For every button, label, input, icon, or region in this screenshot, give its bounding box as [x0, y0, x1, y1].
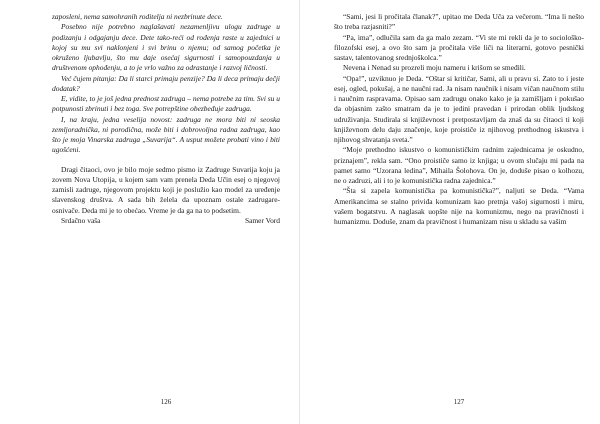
letter-paragraph: Dragi čitaoci, ovo je bilo moje sedmo pismo iz Zadruge Suvarija koju ja zovem Nova Utopija, u kojem sam vam prenela Deda Učin esej o njegovoj zamisli zadruge, njegovom projektu koji je poslužio kao model za uređenje slavenskog društva. A sada bih želela da upoznam ostale zadrugare-osnivače. Deda mi je to obećao. Vreme je da ga na to podsetim. [52, 164, 280, 215]
dialogue-paragraph-5: “Moje prethodno iskustvo o komunističkim radnim zajednicama je oskudno, priznajem”, rekla sam. “Ono proističe samo iz knjiga; u ovom slučaju mi pada na pamet samo “Uzorana ledina”, Mihaila Šolohova. On je, doduše pisao o kolhozu, ne o zadruzi, ali i to je komunistička radna zajednica.” [334, 145, 584, 185]
right-page [300, 0, 600, 424]
dialogue-paragraph-6: “Šta si zapela komunistička pa komunistička?”, naljuti se Deda. “Vama Amerikancima se stalno priviđa komunizam kao pretnja vašoj sigurnosti i miru, vašem bogatstvu. A naglasak uopšte nije na komunizmu, nego na pravičnosti i humanizmu. Doduše, znam da pravičnost i humanizam nisu u skladu sa vašim [334, 186, 584, 226]
italic-paragraph-5: I, na kraju, jedna veselija novost: zadruga ne mora biti ni seoska zemljoradnička, ni porodična, može biti i dobrovoljna radna zadruga, kao što je moja Vinarska zadruga „Suvarija“. A usput možete probati vino i biti ugošćeni. [52, 114, 280, 155]
italic-paragraph-3: Već čujem pitanja: Da li starci primaju penzije? Da li deca primaju dečji dodatak? [52, 73, 280, 93]
dialogue-paragraph-3: Nevena i Nenad su prozreli moju nameru i krišom se smeđili. [343, 63, 526, 73]
italic-paragraph-1: zaposleni, nema samohranih roditelja ni nezbrinute dece. [52, 12, 223, 21]
page-number-left: 126 [160, 398, 172, 406]
signature-name: Samer Vord [244, 215, 280, 225]
closing-text: Srdačno vaša [61, 215, 101, 225]
page-number-right: 127 [453, 398, 465, 406]
dialogue-paragraph-1: “Sami, jesi li pročitala članak?”, upitao me Deda Uča za večerom. “Ima li nešto što treba razjasniti?” [334, 12, 584, 32]
italic-paragraph-2: Posebno nije potrebno naglašavati nezamenljivu ulogu zadruge u podizanju i odgajanju dece. Dete tako-reći od rođenja raste u zajednici u kojoj su mu svi naklonjeni i svi brinu o njemu; od samog početka je okruženo ljubavlju, što mu daje osećaj sigurnosti i samopouzdanja u društvenom ophođenju, a to je vrlo važno za odrastanje i razvoj ličnosti. [52, 22, 280, 73]
italic-paragraph-4: E, vidite, to je još jedna prednost zadruga – nema potrebe za tim. Svi su u potpunosti zbrinuti i bez toga. Sve potrepštine obezbeđuje zadruga. [52, 94, 280, 114]
signature-line [52, 216, 280, 226]
dialogue-paragraph-2: “Pa, ima”, odlučila sam da ga malo zezam. “Vi ste mi rekli da je to sociološko-filozofski esej, a ovo što sam ja pročitala više liči na literarni, gotovo pesnički sastav, talentovanog srednjoškolca.” [334, 32, 584, 62]
dialogue-paragraph-4: “Opa!”, uzviknuo je Deda. “Oštar si kritičar, Sami, ali u pravu si. Zato to i jeste esej, ogled, pokušaj, a ne naučni rad. Ja nisam naučnik i nisam vičan naučnom stilu i naučnim raspravama. Opisao sam zadrugu onako kako je ja zamišljam i pokušao da objasnim zašto smatram da je to jedini pravedan i prirodan oblik ljudskog udruživanja. Studirala si književnost i pretpostavljam da znaš da su čitaoci ti koji književnom delu daju značenje, koje proističe iz njihovog prethodnog iskustva i njihovog shvatanja sveta.” [334, 73, 584, 144]
